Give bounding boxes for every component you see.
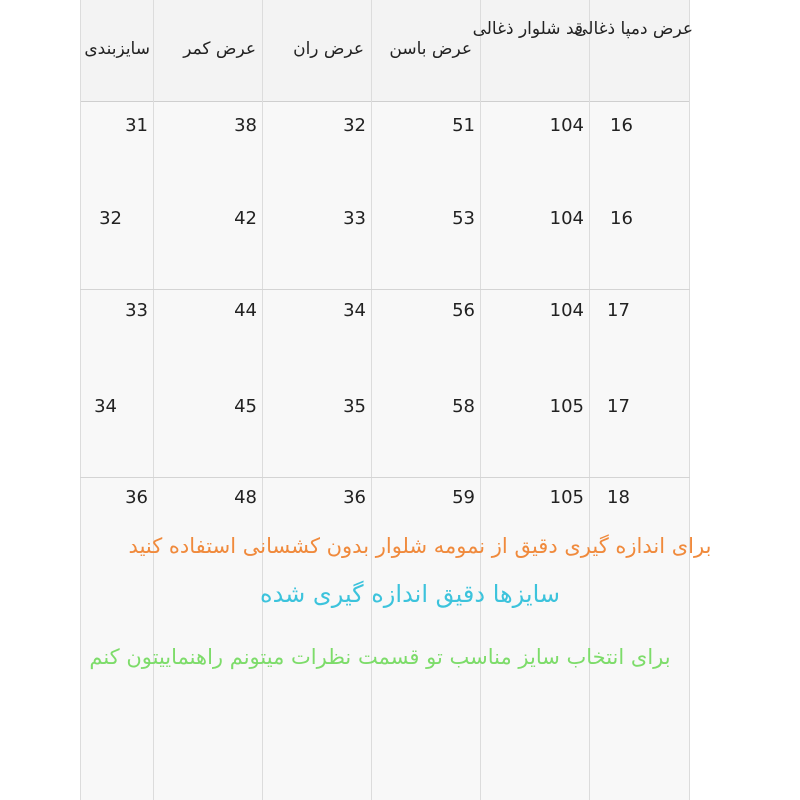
cell-thigh: 35	[343, 396, 366, 417]
cell-thigh: 33	[343, 208, 366, 229]
cell-thigh: 32	[343, 115, 366, 136]
column-divider	[262, 0, 263, 800]
cell-waist: 42	[234, 208, 257, 229]
cell-size: 32	[99, 208, 122, 229]
header-hip-width: عرض باسن	[389, 39, 472, 59]
accuracy-note: سایزها دقیق اندازه گیری شده	[260, 580, 560, 608]
cell-hem: 17	[607, 300, 630, 321]
cell-length: 105	[549, 487, 584, 508]
cell-waist: 48	[234, 487, 257, 508]
column-divider	[480, 0, 481, 800]
cell-waist: 44	[234, 300, 257, 321]
header-hem-width: عرض دمپا ذغالی	[574, 19, 693, 39]
cell-size: 34	[94, 396, 117, 417]
cell-hip: 53	[452, 208, 475, 229]
row-divider	[80, 477, 690, 478]
cell-length: 105	[549, 396, 584, 417]
cell-waist: 38	[234, 115, 257, 136]
column-divider	[689, 0, 690, 800]
cell-thigh: 34	[343, 300, 366, 321]
row-divider	[80, 289, 690, 290]
cell-hip: 58	[452, 396, 475, 417]
cell-hem: 16	[610, 208, 633, 229]
cell-size: 33	[125, 300, 148, 321]
measurement-note: برای اندازه گیری دقیق از نمومه شلوار بدون کشسانی استفاده کنید	[128, 534, 712, 558]
help-note: برای انتخاب سایز مناسب تو قسمت نظرات میتونم راهنماییتون کنم	[89, 645, 671, 669]
header-size: سایزبندی	[84, 39, 150, 59]
cell-hip: 51	[452, 115, 475, 136]
cell-length: 104	[549, 300, 584, 321]
column-divider	[371, 0, 372, 800]
cell-hem: 16	[610, 115, 633, 136]
cell-length: 104	[549, 115, 584, 136]
cell-length: 104	[549, 208, 584, 229]
cell-size: 31	[125, 115, 148, 136]
header-pants-length: قد شلوار ذغالی	[472, 19, 583, 39]
cell-waist: 45	[234, 396, 257, 417]
cell-hip: 59	[452, 487, 475, 508]
cell-thigh: 36	[343, 487, 366, 508]
cell-hip: 56	[452, 300, 475, 321]
column-divider	[153, 0, 154, 800]
header-waist-width: عرض کمر	[183, 39, 256, 59]
header-thigh-width: عرض ران	[293, 39, 364, 59]
cell-hem: 18	[607, 487, 630, 508]
cell-hem: 17	[607, 396, 630, 417]
cell-size: 36	[125, 487, 148, 508]
